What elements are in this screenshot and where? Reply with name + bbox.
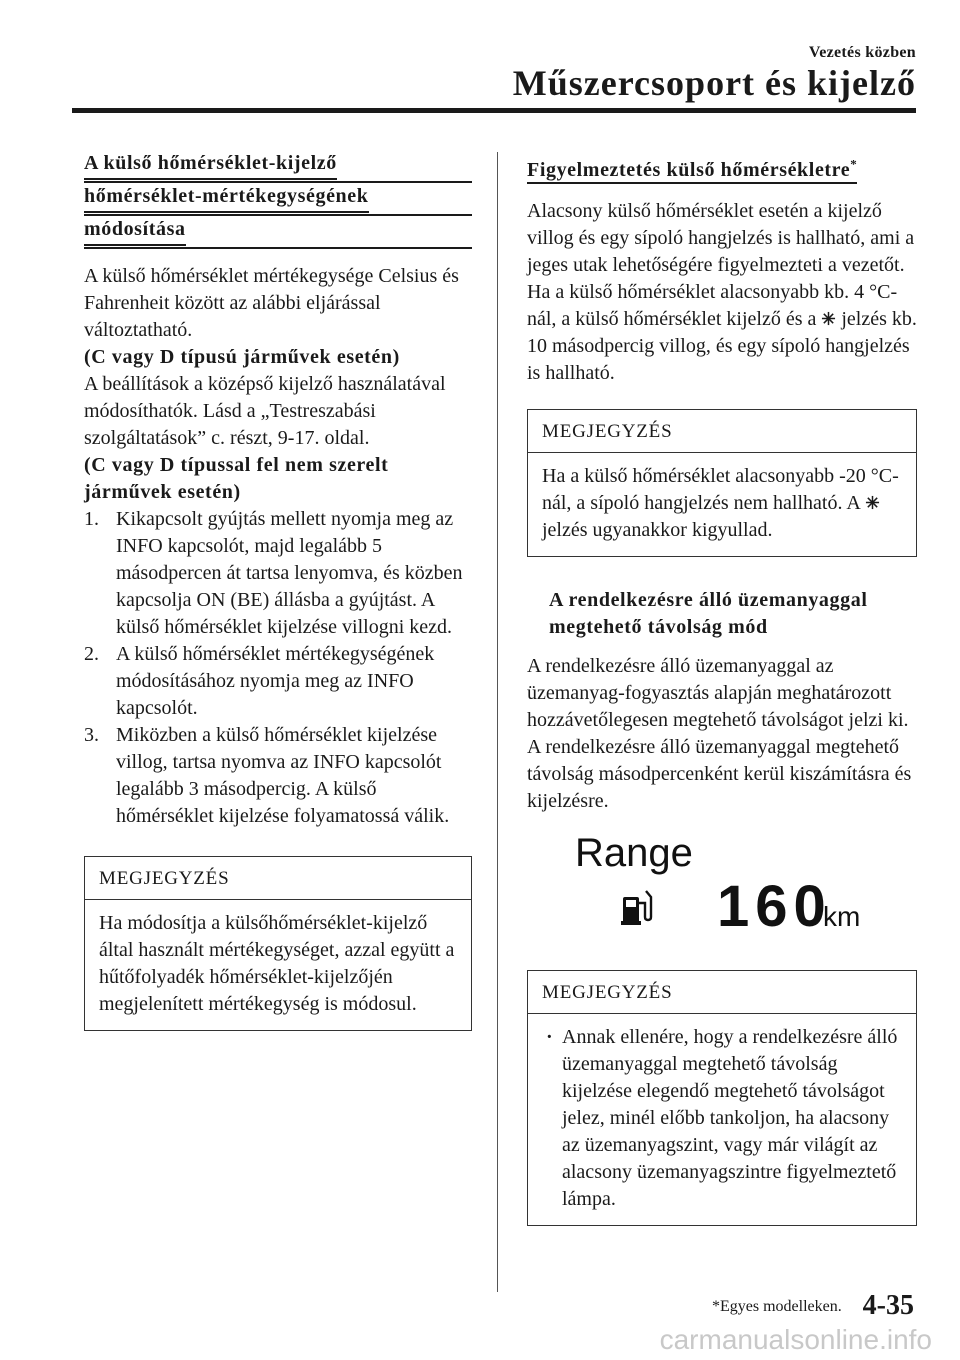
ice-warning-icon — [865, 495, 880, 510]
note-box-beep — [527, 409, 917, 557]
warning-paragraph-1: Alacsony külső hőmérséklet esetén a kijelző villog és egy sípoló hangjelzés is hallható, ami a jeges utak lehetőségére figyelmezteti a vezetőt. — [527, 199, 915, 276]
steps-list — [84, 506, 472, 830]
temp-unit-heading-line: hőmérséklet-mértékegységének — [84, 183, 369, 213]
step-number: 1. — [84, 508, 99, 530]
watermark: carmanualsonline.info — [659, 1324, 932, 1355]
note-bullet: · Annak ellenére, hogy a rendelkezésre álló üzemanyaggal megtehető távolság kijelzése elegendő megtehető távolságot jelez, minél előbb tankoljon, ha alacsony az üzemanyagszint, vagy már világít az alacsony üzemanyagszintre figyelmeztető lámpa. — [542, 1024, 902, 1213]
note-title: MEGJEGYZÉS — [528, 971, 916, 1014]
left-column — [84, 150, 472, 1031]
note-box-refuel — [527, 970, 917, 1226]
note-text-b: jelzés ugyanakkor kigyullad. — [542, 518, 773, 541]
header-rule — [72, 108, 916, 113]
column-divider — [497, 152, 498, 1292]
step-item — [84, 506, 472, 641]
note-bullet-list — [542, 1024, 902, 1213]
ice-warning-icon — [821, 311, 836, 326]
step-number: 2. — [84, 643, 99, 665]
range-heading-line: A rendelkezésre álló üzemanyaggal — [549, 588, 868, 611]
note-text: Ha módosítja a külsőhőmérséklet-kijelző által használt mértékegységet, azzal együtt a hűtőfolyadék hőmérséklet-kijelzőjén megjelenített mértékegység is módosul. — [99, 912, 455, 1015]
step-number: 3. — [84, 724, 99, 746]
step-text: A külső hőmérséklet mértékegységének módosításához nyomja meg az INFO kapcsolót. — [116, 643, 435, 719]
note-title: MEGJEGYZÉS — [528, 410, 916, 453]
step-item — [84, 722, 472, 830]
fuel-pump-icon — [619, 883, 653, 927]
range-heading-line: megtehető távolság mód — [549, 615, 768, 638]
asterisk-mark: * — [850, 156, 858, 171]
section-label: Vezetés közben — [808, 44, 916, 61]
temp-unit-heading — [84, 150, 472, 249]
vehicle-cd-label: (C vagy D típusú járművek esetén) — [84, 346, 400, 368]
range-value: 160 — [717, 873, 832, 939]
note-text-a: Ha a külső hőmérséklet alacsonyabb -20 °C-nál, a sípoló hangjelzés nem hallható. A — [542, 464, 899, 514]
range-paragraph-1: A rendelkezésre álló üzemanyaggal az üzemanyag-fogyasztás alapján meghatározott hozzávetőlegesen megtehető távolságot jelzi ki. — [527, 654, 909, 731]
note-box-unit — [84, 856, 472, 1031]
note-text — [528, 453, 916, 556]
range-unit: km — [823, 900, 861, 932]
range-label: Range — [575, 830, 693, 875]
range-heading — [549, 587, 917, 641]
page-title: Műszercsoport és kijelző — [512, 63, 916, 103]
note-title: MEGJEGYZÉS — [85, 857, 471, 900]
step-text: Kikapcsolt gyújtás mellett nyomja meg az INFO kapcsolót, majd legalább 5 másodpercen át tartsa lenyomva, és közben kapcsolja ON (BE) állásba a gyújtást. A külső hőmérséklet kijelzése villogni kezd. — [116, 508, 463, 638]
vehicle-non-cd-label: (C vagy D típussal fel nem szerelt járművek esetén) — [84, 454, 389, 503]
vehicle-cd-text: A beállítások a középső kijelző használatával módosíthatók. Lásd a „Testreszabási szolgáltatások” c. részt, 9-17. oldal. — [84, 373, 446, 449]
warning-paragraph-2a: Ha a külső hőmérséklet alacsonyabb kb. 4 °C-nál, a külső hőmérséklet kijelző és a — [527, 280, 898, 330]
warning-heading — [527, 150, 917, 184]
note-body — [528, 1014, 916, 1225]
step-item — [84, 641, 472, 722]
right-column — [527, 150, 917, 1226]
warning-paragraph-2 — [527, 279, 917, 387]
intro-paragraph: A külső hőmérséklet mértékegysége Celsius és Fahrenheit között az alábbi eljárással változtatható. — [84, 265, 459, 341]
footnote: *Egyes modelleken. — [712, 1298, 842, 1315]
temp-unit-heading-line: módosítása — [84, 216, 186, 246]
warning-paragraph-2b: jelzés kb. 10 másodpercig villog, és egy sípoló hangjelzés is hallható. — [527, 307, 917, 384]
temp-unit-heading-line: A külső hőmérséklet-kijelző — [84, 150, 337, 180]
page-number: 4-35 — [862, 1290, 914, 1321]
warning-heading-text: Figyelmeztetés külső hőmérsékletre — [527, 159, 850, 184]
step-text: Miközben a külső hőmérséklet kijelzése villog, tartsa nyomva az INFO kapcsolót legalább 3 másodpercig. A külső hőmérséklet kijelzése folyamatossá válik. — [116, 724, 450, 827]
range-display-illustration — [527, 831, 917, 956]
range-paragraph-2: A rendelkezésre álló üzemanyaggal megtehető távolság másodpercenként kerül kiszámításra és kijelzésre. — [527, 735, 912, 812]
